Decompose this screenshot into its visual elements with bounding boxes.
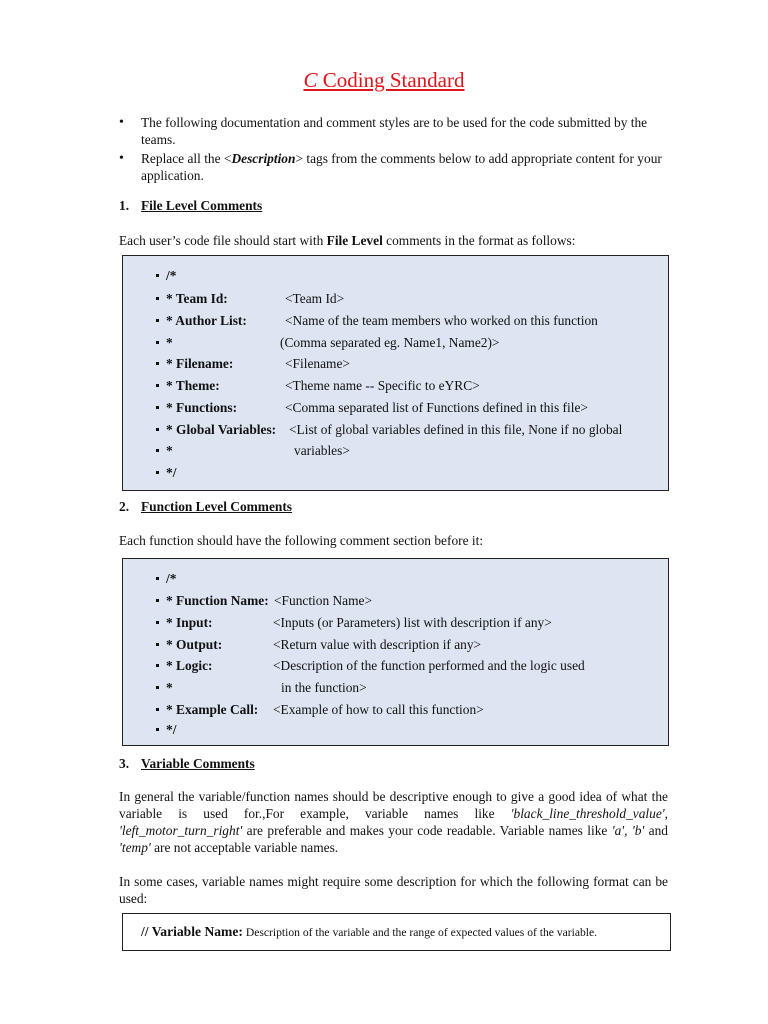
- code-line: * Example Call: <Example of how to call this function>: [156, 700, 258, 720]
- intro-bullet-list: [119, 114, 669, 186]
- intro-bullet-1: • The following documentation and comment styles are to be used for the code submitted by the teams.: [119, 114, 669, 148]
- code-line: * Logic: <Description of the function performed and the logic used: [156, 656, 213, 676]
- variable-box-label: // Variable Name:: [141, 924, 243, 939]
- code-line: /*: [156, 569, 176, 589]
- title-rest: Coding Standard: [317, 68, 465, 92]
- variable-paragraph-1: In general the variable/function names should be descriptive enough to give a good idea of what the variable is used for.,For example, variable names like 'black_line_threshold_value', 'left_motor_turn_right' are preferable and makes your code readable. Variable names like 'a', 'b' and 'temp' are not acceptable variable names.: [119, 789, 669, 855]
- code-line: * Author List: <Name of the team members who worked on this function: [156, 311, 247, 331]
- function-comment-box: [122, 558, 669, 746]
- title-c: C: [303, 68, 318, 92]
- code-line: * Input: <Inputs (or Parameters) list with description if any>: [156, 613, 213, 633]
- page-title: [0, 68, 768, 93]
- variable-box-description: Description of the variable and the range of expected values of the variable.: [242, 926, 598, 939]
- variable-paragraph-2: In some cases, variable names might require some description for which the following format can be used:: [119, 874, 668, 906]
- code-line: * in the function>: [156, 678, 173, 698]
- code-line: * Functions: <Comma separated list of Functions defined in this file>: [156, 398, 237, 418]
- file-level-paragraph: Each user’s code file should start with File Level comments in the format as follows:: [119, 233, 576, 248]
- section-heading-function-level: 2. Function Level Comments: [119, 499, 293, 514]
- code-line: * Global Variables: <List of global variables defined in this file, None if no global: [156, 420, 276, 440]
- function-level-paragraph: Each function should have the following comment section before it:: [119, 533, 484, 548]
- code-line: */: [156, 720, 176, 740]
- section-heading-file-level: 1. File Level Comments: [119, 198, 263, 213]
- intro-bullet-2: • Replace all the <Description> tags from the comments below to add appropriate content for your application.: [119, 150, 669, 184]
- section-heading-variable: 3. Variable Comments: [119, 756, 255, 771]
- code-line: * Theme: <Theme name -- Specific to eYRC>: [156, 376, 220, 396]
- code-line: * Team Id: <Team Id>: [156, 289, 228, 309]
- file-comment-box: [122, 255, 669, 491]
- code-line: * Filename: <Filename>: [156, 354, 233, 374]
- code-line: * variables>: [156, 441, 173, 461]
- code-line: */: [156, 463, 176, 483]
- code-line: * Output: <Return value with description if any>: [156, 635, 222, 655]
- variable-comment-box: [122, 913, 671, 951]
- code-line: * Function Name: <Function Name>: [156, 591, 269, 611]
- code-line: /*: [156, 266, 176, 286]
- code-line: * (Comma separated eg. Name1, Name2)>: [156, 333, 173, 353]
